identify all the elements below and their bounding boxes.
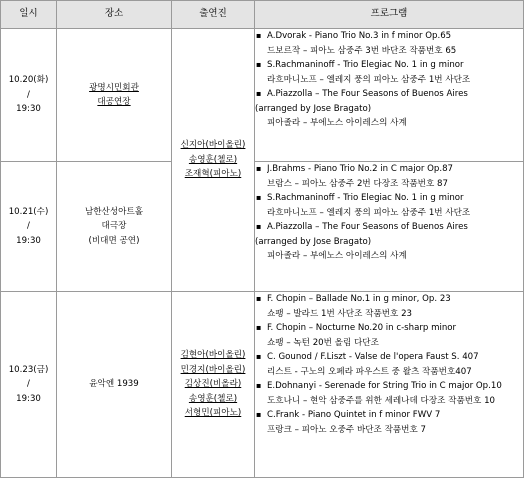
- performer: 김현아(바이올린): [180, 350, 246, 361]
- header-venue: 장소: [57, 1, 172, 29]
- performer: 서형민(피아노): [184, 408, 242, 419]
- program-en: ▪ S.Rachmaninoff - Trio Elegiac No. 1 in g minor: [267, 60, 464, 70]
- venue-line: (비대면 공연): [88, 235, 140, 246]
- program-ko: 도흐나니 – 현악 삼중주를 위한 세레나데 다장조 작품번호 10: [267, 395, 496, 406]
- program-en: ▪ A.Piazzolla – The Four Seasons of Buenos Aires: [267, 222, 468, 232]
- venue-cell: [57, 29, 172, 162]
- date-separator: /: [27, 221, 30, 232]
- program-item: [255, 321, 523, 350]
- program-cell: [255, 29, 524, 162]
- performers-cell: [172, 292, 255, 478]
- program-en: ▪ S.Rachmaninoff - Trio Elegiac No. 1 in g minor: [267, 193, 464, 203]
- program-item: [255, 191, 523, 220]
- performer: 송영훈(첼로): [188, 154, 238, 165]
- venue-line: 남한산성아트홀: [84, 206, 144, 217]
- program-en: ▪ A.Piazzolla – The Four Seasons of Buenos Aires: [267, 89, 468, 99]
- date-cell: [1, 29, 57, 162]
- program-en: ▪ E.Dohnanyi - Serenade for String Trio in C major Op.10: [267, 381, 502, 391]
- performer: 송영훈(첼로): [188, 393, 238, 404]
- date-cell: [1, 292, 57, 478]
- program-en: ▪ C. Gounod / F.Liszt - Valse de l'opera Faust S. 407: [267, 352, 479, 362]
- venue-cell: [57, 292, 172, 478]
- program-en: ▪ C.Frank - Piano Quintet in f minor FWV 7: [267, 410, 441, 420]
- date-text: 10.20(화): [8, 75, 49, 86]
- program-en: ▪ F. Chopin – Nocturne No.20 in c-sharp minor: [267, 323, 457, 333]
- date-text: 10.21(수): [8, 206, 49, 217]
- program-en: ▪ F. Chopin – Ballade No.1 in g minor, Op. 23: [267, 294, 451, 304]
- time-text: 19:30: [16, 235, 41, 246]
- program-item: [255, 162, 523, 191]
- table-row: [1, 162, 524, 292]
- program-item: [255, 350, 523, 379]
- venue-line: 광명시민회관: [89, 82, 139, 93]
- performer: 조재혁(피아노): [184, 169, 242, 180]
- program-item: [255, 87, 523, 131]
- program-ko: 리스트 - 구노의 오페라 파우스트 중 왈츠 작품번호407: [267, 366, 472, 377]
- date-separator: /: [27, 89, 30, 100]
- date-separator: /: [27, 379, 30, 390]
- table-row: [1, 29, 524, 162]
- program-cell: [255, 162, 524, 292]
- performer: 김상진(비올라): [184, 379, 242, 390]
- program-en-continued: (arranged by Jose Bragato): [255, 103, 372, 114]
- header-date: 일시: [1, 1, 57, 29]
- venue-line: 대공연장: [97, 97, 131, 107]
- time-text: 19:30: [16, 104, 41, 115]
- program-item: [255, 292, 523, 321]
- time-text: 19:30: [16, 393, 41, 404]
- program-item: [255, 58, 523, 87]
- program-ko: 라흐마니노프 – 엘레지 풍의 피아노 삼중주 1번 사단조: [267, 207, 471, 218]
- venue-line: 대극장: [101, 221, 127, 232]
- program-ko: 드보르작 – 피아노 삼중주 3번 바단조 작품번호 65: [267, 45, 457, 56]
- program-item: [255, 220, 523, 264]
- header-program: 프로그램: [255, 1, 524, 29]
- program-en: ▪ J.Brahms - Piano Trio No.2 in C major Op.87: [267, 164, 453, 174]
- date-text: 10.23(금): [8, 364, 49, 375]
- program-item: [255, 29, 523, 58]
- program-cell: [255, 292, 524, 478]
- venue-line: 윤악엔 1939: [89, 379, 139, 390]
- program-ko: 라흐마니노프 – 엘레지 풍의 피아노 삼중주 1번 사단조: [267, 74, 471, 85]
- header-row: [1, 1, 524, 29]
- venue-cell: [57, 162, 172, 292]
- performers-cell: [172, 29, 255, 292]
- date-cell: [1, 162, 57, 292]
- program-item: [255, 408, 523, 437]
- program-en-continued: (arranged by Jose Bragato): [255, 236, 372, 247]
- table-row: [1, 292, 524, 478]
- header-performers: 출연진: [172, 1, 255, 29]
- program-ko: 쇼팽 – 발라드 1번 사단조 작품번호 23: [267, 308, 413, 319]
- program-en: ▪ A.Dvorak - Piano Trio No.3 in f minor Op.65: [267, 31, 452, 41]
- performer: 민경지(바이올린): [180, 364, 246, 375]
- program-ko: 쇼팽 – 녹턴 20번 올림 다단조: [267, 337, 379, 348]
- program-ko: 피아졸라 – 부에노스 아이레스의 사계: [267, 118, 407, 128]
- program-ko: 브람스 – 피아노 삼중주 2번 다장조 작품번호 87: [267, 178, 448, 189]
- program-ko: 프랑크 – 피아노 오중주 바단조 작품번호 7: [267, 424, 426, 435]
- program-ko: 피아졸라 – 부에노스 아이레스의 사계: [267, 251, 407, 261]
- program-item: [255, 379, 523, 408]
- performer: 신지아(바이올린): [180, 140, 246, 151]
